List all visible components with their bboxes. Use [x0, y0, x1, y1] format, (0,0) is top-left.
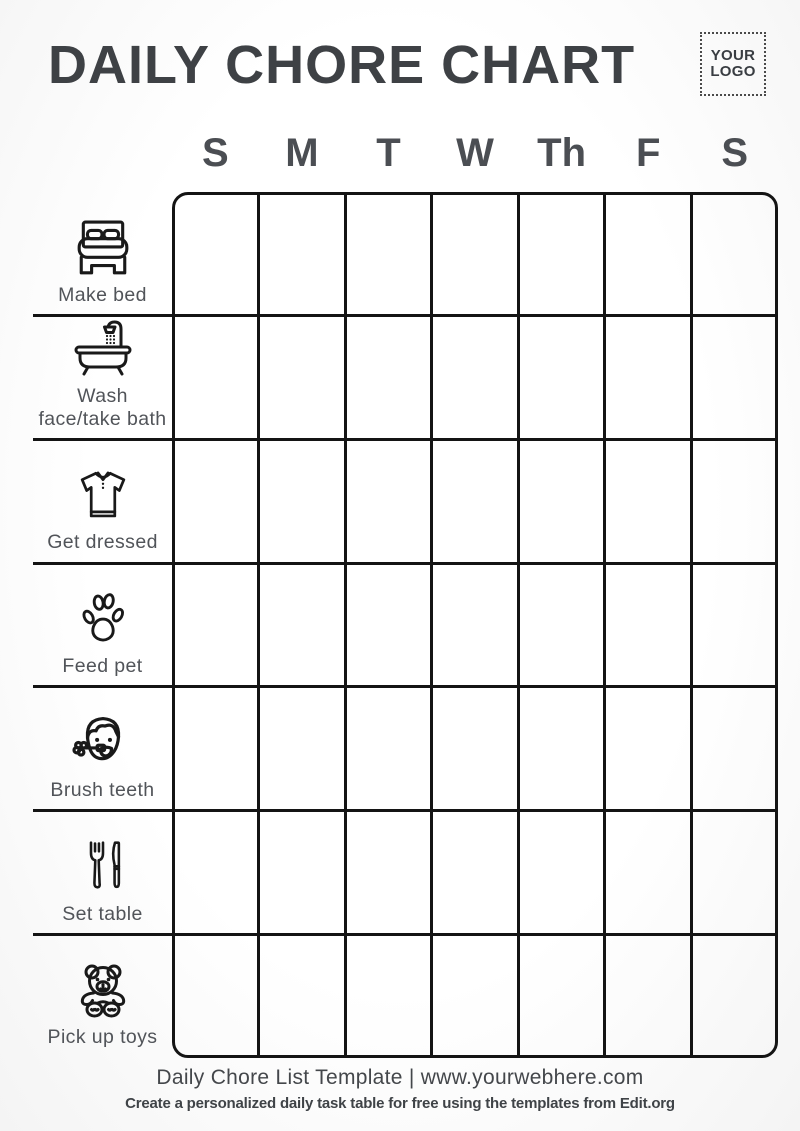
chore-label: Brush teeth: [50, 778, 155, 801]
paw-print-icon: [80, 590, 126, 648]
footer-tagline: Create a personalized daily task table for free using the templates from Edit.org: [125, 1095, 675, 1112]
logo-text-line2: LOGO: [710, 63, 756, 80]
chore-grid: [33, 192, 778, 1058]
shirt-icon: [74, 468, 132, 524]
chore-row-get-dressed: [33, 439, 172, 563]
grid-vline: [430, 192, 433, 1058]
footer-credit: Daily Chore List Template | www.yourwebhere.com: [156, 1066, 644, 1089]
teddy-bear-icon: [71, 961, 135, 1019]
day-header-fri: F: [635, 130, 661, 175]
day-header-tue: T: [376, 130, 401, 175]
page-title: DAILY CHORE CHART: [48, 35, 636, 95]
chore-label: Make bed: [58, 283, 147, 306]
chore-row-make-bed: [33, 192, 172, 316]
day-header-wed: W: [456, 130, 494, 175]
day-header-sat: S: [721, 130, 749, 175]
chore-label: Wash face/take bath: [38, 385, 167, 430]
chore-label: Pick up toys: [47, 1025, 158, 1048]
day-header-thu: Th: [537, 130, 587, 175]
logo-placeholder: [700, 32, 766, 96]
day-header-sun: S: [201, 130, 229, 175]
brushing-teeth-icon: [68, 710, 138, 772]
day-header-mon: M: [285, 130, 319, 175]
grid-vline: [690, 192, 693, 1058]
fork-knife-icon: [79, 834, 127, 896]
chore-label: Get dressed: [47, 530, 158, 553]
chore-row-brush-teeth: [33, 687, 172, 811]
bed-icon: [69, 219, 137, 277]
chore-row-pick-up-toys: [33, 934, 172, 1058]
grid-vline: [603, 192, 606, 1058]
chore-row-set-table: [33, 811, 172, 935]
grid-vline: [257, 192, 260, 1058]
day-header-row: [172, 124, 778, 182]
chore-row-feed-pet: [33, 563, 172, 687]
chore-label: Set table: [62, 902, 143, 925]
logo-text-line1: YOUR: [710, 46, 756, 64]
grid-vline: [344, 192, 347, 1058]
grid-vline: [517, 192, 520, 1058]
grid-border: [172, 192, 778, 1058]
chore-row-wash-face: [33, 316, 172, 440]
bathtub-shower-icon: [71, 318, 135, 378]
chore-label: Feed pet: [62, 654, 143, 677]
